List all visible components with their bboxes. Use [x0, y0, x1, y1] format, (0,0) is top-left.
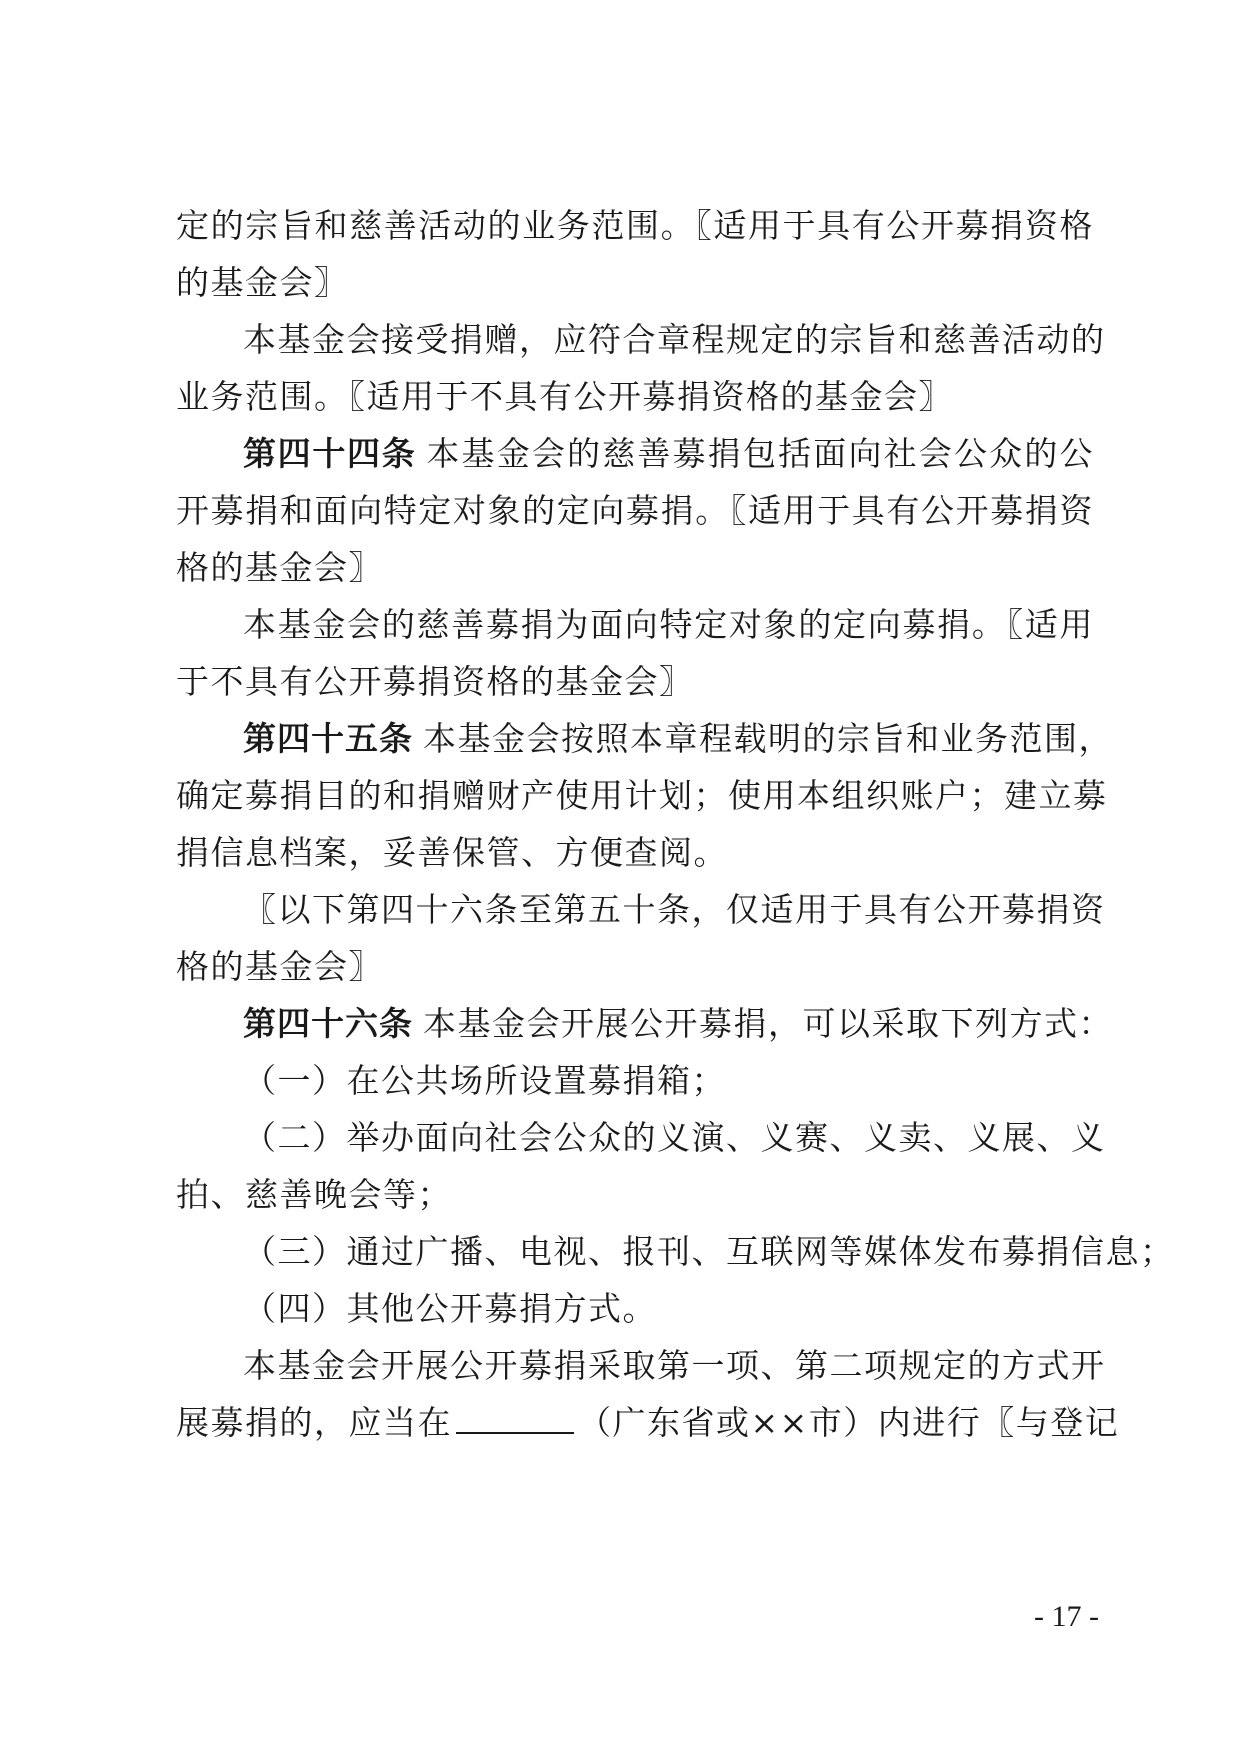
text-line: 格的基金会〗 [176, 548, 383, 587]
text-line: 格的基金会〗 [176, 947, 383, 986]
fill-in-blank [456, 1404, 574, 1434]
paragraph-start: 本基金会开展公开募捐采取第一项、第二项规定的方式开 [243, 1346, 1106, 1385]
article-title: 第四十四条 [243, 434, 417, 473]
article-44 [243, 434, 1094, 474]
page-number: - 17 - [1034, 1600, 1099, 1633]
text-line: 确定募捐目的和捐赠财产使用计划；使用本组织账户；建立募 [176, 776, 1108, 815]
list-item: （四）其他公开募捐方式。 [243, 1289, 657, 1328]
article-text: 本基金会开展公开募捐，可以采取下列方式： [423, 1004, 1113, 1043]
text-line: 开募捐和面向特定对象的定向募捐。〖适用于具有公开募捐资 [176, 491, 1094, 530]
list-item: （一）在公共场所设置募捐箱； [243, 1061, 726, 1100]
text-line: 捐信息档案，妥善保管、方便查阅。 [176, 833, 728, 872]
article-text: 本基金会的慈善募捐包括面向社会公众的公 [426, 434, 1095, 473]
text-segment: （广东省或××市）内进行〖与登记 [578, 1403, 1120, 1442]
article-title: 第四十五条 [243, 719, 413, 758]
article-text: 本基金会按照本章程载明的宗旨和业务范围， [423, 719, 1113, 758]
text-line: 拍、慈善晚会等； [176, 1175, 452, 1214]
text-line: 业务范围。〖适用于不具有公开募捐资格的基金会〗 [176, 377, 953, 416]
article-46 [243, 1004, 1113, 1044]
article-title: 第四十六条 [243, 1004, 413, 1043]
text-line: 于不具有公开募捐资格的基金会〗 [176, 662, 694, 701]
list-item: （三）通过广播、电视、报刊、互联网等媒体发布募捐信息； [243, 1232, 1175, 1271]
article-45 [243, 719, 1113, 759]
text-segment: 展募捐的，应当在 [176, 1403, 452, 1442]
text-line: 定的宗旨和慈善活动的业务范围。〖适用于具有公开募捐资格 [176, 206, 1094, 245]
text-line: 的基金会〗 [176, 263, 349, 302]
paragraph-start: 本基金会的慈善募捐为面向特定对象的定向募捐。〖适用 [243, 605, 1094, 644]
list-item: （二）举办面向社会公众的义演、义赛、义卖、义展、义 [243, 1118, 1106, 1157]
paragraph-start: 本基金会接受捐赠，应符合章程规定的宗旨和慈善活动的 [243, 320, 1106, 359]
bracket-note: 〖以下第四十六条至第五十条，仅适用于具有公开募捐资 [243, 890, 1106, 929]
text-line-with-blank [176, 1403, 1120, 1443]
